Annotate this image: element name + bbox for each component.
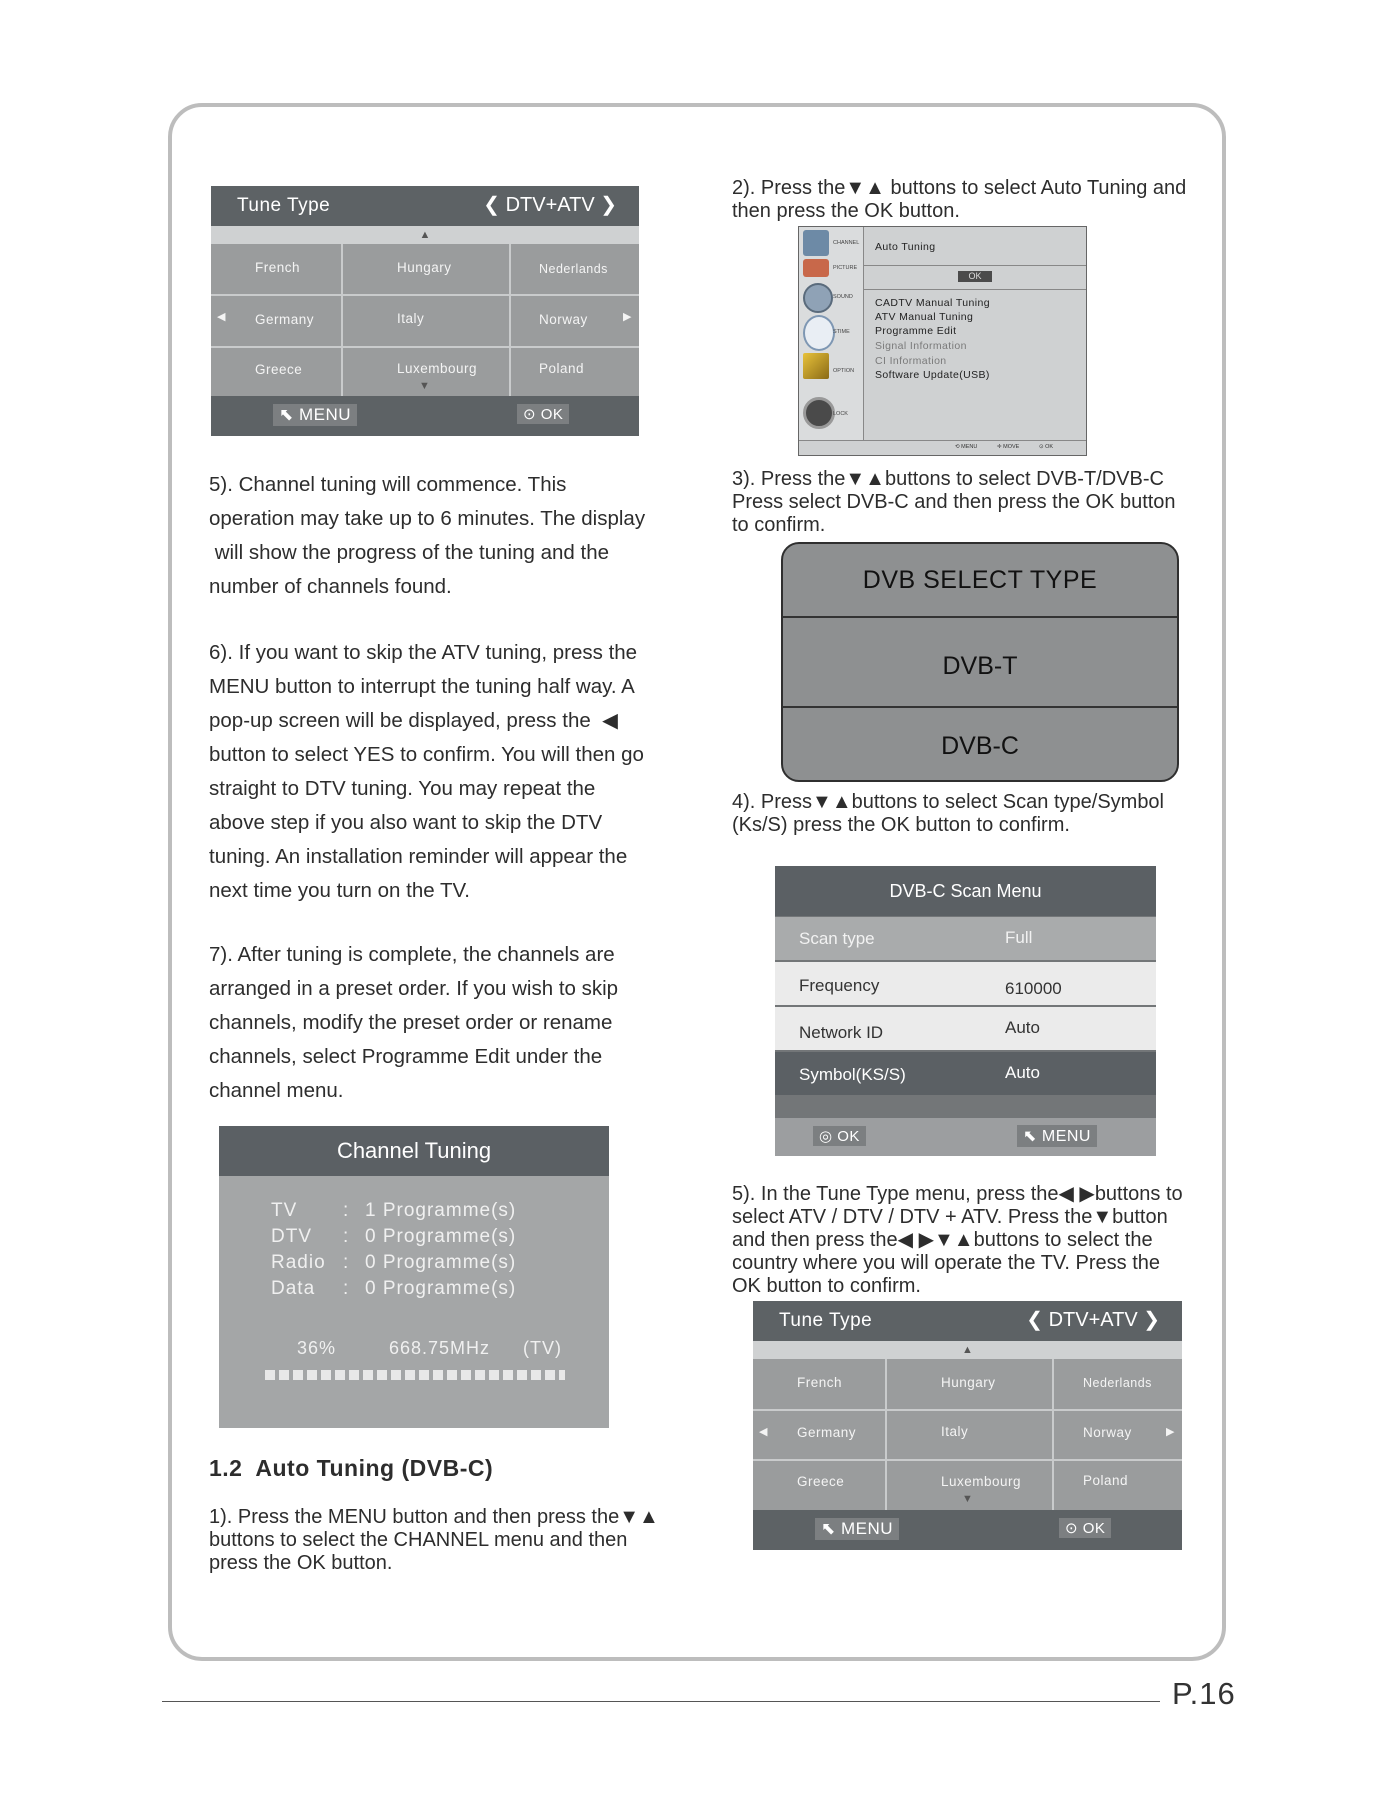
menu-sidebar <box>799 227 864 441</box>
row-value: 0 Programme(s) <box>365 1226 517 1247</box>
row-sep: : <box>343 1200 350 1221</box>
sidebar-label: PICTURE <box>833 265 858 271</box>
country-grid <box>753 1359 1182 1517</box>
mode-readout: (TV) <box>523 1338 562 1358</box>
row-value: 0 Programme(s) <box>365 1278 517 1299</box>
tune-type-title: Tune Type <box>779 1310 873 1331</box>
text-line: will show the progress of the tuning and the <box>209 541 609 564</box>
text-line: channel menu. <box>209 1079 344 1102</box>
country-cell[interactable]: Hungary <box>397 260 452 275</box>
country-cell[interactable]: Nederlands <box>1083 1376 1152 1390</box>
text-line: arranged in a preset order. If you wish to skip <box>209 977 619 1000</box>
option-icon[interactable] <box>803 353 829 379</box>
country-cell[interactable]: Germany <box>255 312 315 327</box>
channel-icon[interactable] <box>803 230 829 256</box>
menu-button[interactable]: ⬉ MENU <box>815 1518 899 1540</box>
lock-icon[interactable] <box>803 397 835 429</box>
row-label: Radio <box>271 1252 326 1273</box>
footer-rule <box>162 1701 1160 1702</box>
menu-item[interactable]: CADTV Manual Tuning <box>875 297 990 309</box>
tune-type-footer <box>753 1510 1182 1550</box>
right-arrow-icon: ▶ <box>623 311 632 323</box>
row-label: DTV <box>271 1226 312 1247</box>
page-number: P.16 <box>1172 1676 1236 1711</box>
tune-type-panel <box>753 1301 1182 1550</box>
scan-menu-footer <box>775 1118 1156 1156</box>
paragraph-step7 <box>209 938 679 1108</box>
scan-type-row[interactable] <box>775 917 1156 960</box>
country-cell[interactable]: Norway <box>539 312 588 327</box>
step3-text <box>732 468 1222 537</box>
text-line: 3). Press the▼▲buttons to select DVB-T/DVB-C <box>732 468 1164 490</box>
text-line: Press select DVB-C and then press the OK button <box>732 491 1176 513</box>
row-key: Symbol(KS/S) <box>799 1065 906 1084</box>
menu-ok-button[interactable]: OK <box>958 271 992 282</box>
step1-text <box>209 1506 689 1575</box>
down-arrow-icon: ▼ <box>962 1493 974 1505</box>
divider <box>783 616 1177 618</box>
left-arrow-icon: ◀ <box>759 1426 768 1438</box>
text-line: then press the OK button. <box>732 200 960 222</box>
scan-menu-title: DVB-C Scan Menu <box>889 881 1042 901</box>
frequency-readout: 668.75MHz <box>389 1338 491 1358</box>
text-line: 5). In the Tune Type menu, press the◀ ▶buttons to <box>732 1183 1183 1205</box>
channel-tuning-panel <box>219 1126 609 1428</box>
text-line: and then press the◀ ▶▼▲buttons to select the <box>732 1229 1153 1251</box>
paragraph-step6 <box>209 636 679 908</box>
row-value: 610000 <box>1005 979 1062 998</box>
channel-tuning-header <box>219 1126 609 1176</box>
country-cell[interactable]: Poland <box>1083 1473 1129 1488</box>
menu-divider <box>864 289 1086 290</box>
clock-icon[interactable] <box>803 315 835 351</box>
country-cell[interactable]: Poland <box>539 361 585 376</box>
row-key: Scan type <box>799 929 875 948</box>
tune-type-header <box>211 186 639 226</box>
channel-tuning-title: Channel Tuning <box>336 1138 492 1163</box>
row-value: Auto <box>1005 1063 1040 1082</box>
step5-text <box>732 1183 1227 1298</box>
menu-item[interactable]: Signal Information <box>875 340 967 352</box>
dvb-select-title: DVB SELECT TYPE <box>862 566 1098 594</box>
menu-button[interactable]: ⬉ MENU <box>1017 1125 1097 1147</box>
sidebar-label: OPTION <box>833 368 855 374</box>
country-cell[interactable]: French <box>255 260 301 275</box>
country-cell[interactable]: Greece <box>797 1474 845 1489</box>
row-value: 1 Programme(s) <box>365 1200 517 1221</box>
text-line: buttons to select the CHANNEL menu and then <box>209 1529 628 1551</box>
text-line: 1). Press the MENU button and then press the▼▲ <box>209 1506 659 1528</box>
tune-type-value[interactable]: ❮ DTV+ATV ❯ <box>1026 1309 1160 1331</box>
country-cell[interactable]: Luxembourg <box>397 361 478 376</box>
step2-text <box>732 177 1222 223</box>
network-id-row[interactable] <box>775 1007 1156 1050</box>
text-line: 6). If you want to skip the ATV tuning, press the <box>209 641 638 664</box>
text-line: 5). Channel tuning will commence. This <box>209 473 567 496</box>
country-cell[interactable]: Hungary <box>941 1375 996 1390</box>
sidebar-label: SOUND <box>833 294 853 300</box>
ok-hint: ⊙ OK <box>1039 444 1054 450</box>
text-line: 2). Press the▼▲ buttons to select Auto Tuning and <box>732 177 1187 199</box>
paragraph-step5 <box>209 468 679 604</box>
menu-hint: ⟲ MENU <box>955 444 978 450</box>
dvb-c-option[interactable]: DVB-C <box>941 732 1019 760</box>
channel-menu-screen <box>798 226 1087 456</box>
symbol-row[interactable] <box>775 1052 1156 1095</box>
auto-tuning-item[interactable]: Auto Tuning <box>875 241 936 253</box>
tune-type-footer <box>211 396 639 436</box>
ok-button[interactable]: ⊙ OK <box>1059 1518 1111 1538</box>
menu-footer <box>799 440 1086 455</box>
text-line: button to select YES to confirm. You will then go <box>209 743 644 766</box>
frequency-row[interactable] <box>775 962 1156 1005</box>
row-label: Data <box>271 1278 316 1299</box>
country-cell[interactable]: Norway <box>1083 1425 1132 1440</box>
left-arrow-icon: ◀ <box>217 311 226 323</box>
sidebar-label: CHANNEL <box>833 240 860 246</box>
row-label: TV <box>271 1200 298 1221</box>
progress-percent: 36% <box>297 1338 337 1358</box>
country-cell[interactable]: French <box>797 1375 843 1390</box>
row-value: Auto <box>1005 1018 1040 1037</box>
scan-menu-header <box>775 866 1156 916</box>
text-line: tuning. An installation reminder will appear the <box>209 845 628 868</box>
tune-type-value[interactable]: ❮ DTV+ATV ❯ <box>483 194 617 216</box>
row-key: Network ID <box>799 1023 884 1042</box>
text-line: next time you turn on the TV. <box>209 879 470 902</box>
menu-item[interactable]: Software Update(USB) <box>875 369 990 381</box>
menu-item[interactable]: ATV Manual Tuning <box>875 311 974 323</box>
dvb-t-option[interactable]: DVB-T <box>942 652 1018 680</box>
country-cell[interactable]: Germany <box>797 1425 857 1440</box>
country-cell[interactable]: Luxembourg <box>941 1474 1022 1489</box>
tune-type-panel <box>211 186 639 436</box>
divider <box>783 706 1177 708</box>
ok-button[interactable]: ⊙ OK <box>517 404 569 424</box>
text-line: pop-up screen will be displayed, press the ◀ <box>209 709 618 732</box>
country-grid <box>211 244 639 402</box>
up-arrow-icon: ▲ <box>753 1341 1182 1359</box>
country-cell[interactable]: Italy <box>397 311 425 326</box>
text-line: select ATV / DTV / DTV + ATV. Press the▼button <box>732 1206 1168 1228</box>
text-line: country where you will operate the TV. Press the <box>732 1252 1161 1274</box>
tune-type-header <box>753 1301 1182 1341</box>
text-line: press the OK button. <box>209 1552 393 1574</box>
up-arrow-icon: ▲ <box>211 226 639 244</box>
text-line: 7). After tuning is complete, the channels are <box>209 943 615 966</box>
down-arrow-icon: ▼ <box>419 380 431 392</box>
text-line: to confirm. <box>732 514 826 536</box>
step4-text <box>732 791 1222 837</box>
row-sep: : <box>343 1226 350 1247</box>
text-line: channels, select Programme Edit under the <box>209 1045 603 1068</box>
text-line: straight to DTV tuning. You may repeat the <box>209 777 596 800</box>
dvb-select-dialog <box>781 542 1179 782</box>
text-line: number of channels found. <box>209 575 452 598</box>
right-arrow-icon: ▶ <box>1166 1426 1175 1438</box>
country-cell[interactable]: Greece <box>255 362 303 377</box>
menu-item[interactable]: CI Information <box>875 355 947 367</box>
text-line: above step if you also want to skip the DTV <box>209 811 603 834</box>
country-cell[interactable]: Nederlands <box>539 262 608 276</box>
text-line: channels, modify the preset order or rename <box>209 1011 613 1034</box>
ok-button[interactable]: ◎ OK <box>813 1126 866 1146</box>
text-line: operation may take up to 6 minutes. The display <box>209 507 646 530</box>
text-line: MENU button to interrupt the tuning half way. A <box>209 675 635 698</box>
row-value: 0 Programme(s) <box>365 1252 517 1273</box>
move-hint: ✛ MOVE <box>997 444 1020 450</box>
tune-type-title: Tune Type <box>237 195 331 216</box>
menu-button[interactable]: ⬉ MENU <box>273 404 357 426</box>
text-line: (Ks/S) press the OK button to confirm. <box>732 814 1070 836</box>
sound-icon[interactable] <box>803 283 833 313</box>
picture-icon[interactable] <box>803 259 829 277</box>
section-heading: 1.2 Auto Tuning (DVB-C) <box>209 1455 494 1481</box>
menu-item[interactable]: Programme Edit <box>875 325 957 337</box>
scan-menu <box>775 866 1156 1156</box>
row-sep: : <box>343 1278 350 1299</box>
text-line: 4). Press▼▲buttons to select Scan type/Symbol <box>732 791 1165 813</box>
country-cell[interactable]: Italy <box>941 1424 969 1439</box>
row-key: Frequency <box>799 976 880 995</box>
progress-bar <box>265 1370 565 1380</box>
row-value: Full <box>1005 928 1033 947</box>
text-line: OK button to confirm. <box>732 1275 921 1297</box>
sidebar-label: STIME <box>833 329 850 335</box>
row-sep: : <box>343 1252 350 1273</box>
sidebar-label: LOCK <box>833 411 848 417</box>
